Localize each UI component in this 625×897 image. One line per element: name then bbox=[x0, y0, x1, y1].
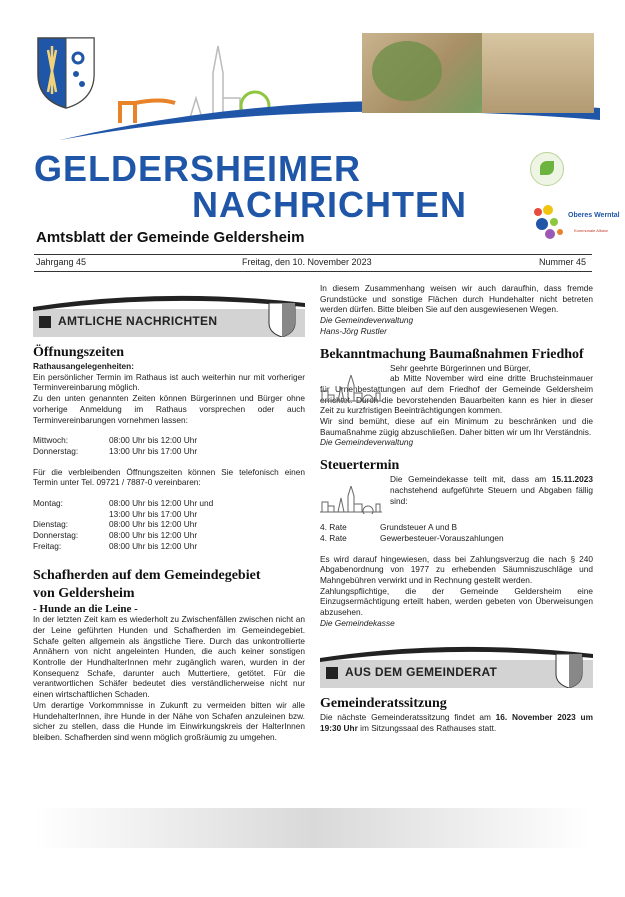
masthead-subtitle: Amtsblatt der Gemeinde Geldersheim bbox=[36, 229, 305, 246]
banner-label: AMTLICHE NACHRICHTEN bbox=[58, 314, 218, 328]
due-date: 15.11.2023 bbox=[551, 474, 593, 485]
hours-time: 08:00 Uhr bis 12:00 Uhr bbox=[109, 519, 198, 530]
steuer-intro bbox=[320, 474, 593, 518]
paragraph: Ein persönlicher Termin im Rathaus ist auch weiterhin nur mit vorheriger Terminvereinbarung möglich. bbox=[33, 371, 305, 393]
text-run: nachstehend aufgeführte Steuern und Abgaben fällig sind: bbox=[390, 484, 593, 506]
banner-amtliche-nachrichten bbox=[33, 283, 305, 337]
hours-day: Mittwoch: bbox=[33, 435, 69, 446]
paragraph: Wir sind bemüht, diese auf ein Minimum zu beschränken und die Baumaßnahme zügig abzuschließen. Daher bitten wir um Ihr Verständnis. bbox=[320, 416, 593, 437]
issue-year: Jahrgang 45 bbox=[36, 257, 87, 267]
meeting-date: 16. November 2023 um 19:30 Uhr bbox=[320, 712, 593, 734]
meta-divider-top bbox=[34, 254, 592, 255]
masthead-title-line1: GELDERSHEIMER bbox=[34, 148, 362, 189]
hours-day: Freitag: bbox=[33, 540, 62, 551]
village-photo bbox=[362, 33, 594, 113]
werntal-logo-text: Oberes Werntal bbox=[568, 212, 620, 219]
friedhof-intro bbox=[320, 363, 593, 417]
rate-item: Grundsteuer A und B bbox=[380, 522, 458, 533]
village-skyline-icon bbox=[320, 375, 382, 403]
village-skyline-icon bbox=[320, 486, 382, 514]
banner-swoosh bbox=[320, 634, 593, 688]
leaf-logo-icon bbox=[530, 152, 564, 186]
signature: Die Gemeindekasse bbox=[320, 617, 395, 628]
left-column bbox=[33, 283, 305, 743]
rate-label: 4. Rate bbox=[320, 532, 347, 543]
text-run: im Sitzungssaal des Rathauses statt. bbox=[357, 723, 497, 734]
text-run: Die nächste Gemeinderatssitzung findet am bbox=[320, 712, 496, 723]
banner-bullet-icon bbox=[326, 667, 338, 679]
paragraph: In diesem Zusammenhang weisen wir auch daraufhin, dass fremde Grundstücke und sonstige Flächen durch Hundehalter nicht betreten werden dürfen. Bitte bleiben Sie auf den ausgewiesenen Wegen. bbox=[320, 283, 593, 315]
paragraph: ab Mitte November wird eine dritte Bruchsteinmauer für Urnenbestattungen auf dem Friedhof der Gemeinde Geldersheim errichtet. Durch die bevorstehenden Bauarbeiten kann es hier in dieser Zeit zu kurzfristigen Beeinträchtigungen kommen. bbox=[320, 373, 593, 416]
label-rathaus: Rathausangelegenheiten: bbox=[33, 361, 134, 371]
section-title-oeffnungszeiten: Öffnungszeiten bbox=[33, 345, 124, 360]
hours-day: Donnerstag: bbox=[33, 530, 79, 541]
rate-item: Gewerbesteuer-Vorauszahlungen bbox=[380, 532, 504, 543]
hours-day: Montag: bbox=[33, 498, 63, 509]
paragraph: Sehr geehrte Bürgerinnen und Bürger, bbox=[390, 362, 531, 373]
signature: Die Gemeindeverwaltung bbox=[320, 437, 414, 448]
hours-day: Dienstag: bbox=[33, 519, 69, 530]
paragraph bbox=[390, 474, 593, 506]
coat-of-arms-icon bbox=[34, 34, 98, 110]
photo-building bbox=[482, 33, 594, 113]
hours-table-1 bbox=[33, 435, 305, 456]
hours-time: 13:00 Uhr bis 17:00 Uhr bbox=[109, 445, 198, 456]
photo-tree bbox=[372, 41, 442, 101]
banner-label: AUS DEM GEMEINDERAT bbox=[345, 665, 498, 680]
hours-time: 13:00 Uhr bis 17:00 Uhr bbox=[109, 508, 198, 519]
signature: Die Gemeindeverwaltung bbox=[320, 315, 414, 326]
right-column bbox=[320, 283, 593, 734]
footer-gradient bbox=[34, 808, 592, 848]
masthead-title-line2: NACHRICHTEN bbox=[192, 184, 467, 225]
section-title-steuertermin: Steuertermin bbox=[320, 458, 400, 474]
hours-time: 08:00 Uhr bis 12:00 Uhr bbox=[109, 530, 198, 541]
hours-day: Donnerstag: bbox=[33, 445, 79, 456]
hours-time: 08:00 Uhr bis 12:00 Uhr und bbox=[109, 498, 214, 509]
paragraph: Für die verbleibenden Öffnungszeiten können Sie telefonisch einen Termin unter Tel. 09721 / 7887-0 vereinbaren: bbox=[33, 466, 305, 488]
text-run: Die Gemeindekasse teilt mit, dass am bbox=[390, 474, 552, 485]
hours-table-2 bbox=[33, 498, 305, 552]
section-title-schafherden-1: Schafherden auf dem Gemeindegebiet bbox=[33, 567, 261, 583]
hours-time: 08:00 Uhr bis 12:00 Uhr bbox=[109, 540, 198, 551]
tax-rates-table bbox=[320, 522, 593, 543]
meta-divider-bottom bbox=[34, 271, 592, 272]
section-title-schafherden-2: von Geldersheim bbox=[33, 585, 135, 601]
paragraph: Zu den unten genannten Zeiten können Bürgerinnen und Bürger ohne vorherige Anmeldung im Rathaus vorsprechen oder auch Terminvereinbarungen vornehmen lassen: bbox=[33, 393, 305, 425]
paragraph: Um derartige Vorkommnisse in Zukunft zu vermeiden bitten wir alle HundehalterInnen, ihre Hunde in der Nähe von Schafen anzuleinen bzw. sicher zu stellen, dass die Hunde im Einwirkungskreis der HalterInnen bleiben. Schafherden sind wenn möglich großräumig zu umgehen. bbox=[33, 699, 305, 742]
paragraph: Es wird darauf hingewiesen, dass bei Zahlungsverzug die nach § 240 Abgabenordnung von 1977 zu erhebenden Säumniszuschläge und Mahngebühren verwirkt und in Rechnung gestellt werden. bbox=[320, 553, 593, 585]
werntal-logo-icon bbox=[530, 202, 594, 242]
banner-bullet-icon bbox=[39, 316, 51, 328]
signature: Hans-Jörg Rustler bbox=[320, 325, 387, 336]
banner-gemeinderat bbox=[320, 634, 592, 688]
hours-day bbox=[33, 509, 109, 520]
section-title-gemeinderatssitzung: Gemeinderatssitzung bbox=[320, 696, 447, 712]
issue-date: Freitag, den 10. November 2023 bbox=[242, 257, 372, 267]
banner-swoosh bbox=[33, 283, 305, 337]
rate-label: 4. Rate bbox=[320, 522, 347, 533]
section-subtitle-hunde: - Hunde an die Leine - bbox=[33, 602, 138, 615]
paragraph: In der letzten Zeit kam es wiederholt zu Zwischenfällen zwischen nicht an der Leine geführten Hunden und Schafherden im Gemeindegebiet. Schafe gelten allgemein als ängstliche Tiere. Durch das unkontrollierte Annähern von nicht angeleinten Hunden, die auch keiner sonstigen Kontrolle der HundhalterInnen mehr zugänglich waren, wurden in der Konsequenz Schafe, darunter auch Muttertiere, getötet. Für die verantwortlichen Schäfer bedeutet dies verständlicherweise nicht nur einen wirtschaftlichen Schaden. bbox=[33, 614, 305, 700]
paragraph bbox=[320, 712, 593, 733]
section-title-friedhof: Bekanntmachung Baumaßnahmen Friedhof bbox=[320, 346, 584, 362]
paragraph: Zahlungspflichtige, die der Gemeinde Geldersheim eine Einzugsermächtigung erteilt haben, werden gebeten von Überweisungen abzusehen. bbox=[320, 585, 593, 618]
issue-number: Nummer 45 bbox=[539, 257, 587, 267]
hours-time: 08:00 Uhr bis 12:00 Uhr bbox=[109, 435, 198, 446]
werntal-logo-subtext: Kommunale Allianz bbox=[574, 228, 609, 233]
